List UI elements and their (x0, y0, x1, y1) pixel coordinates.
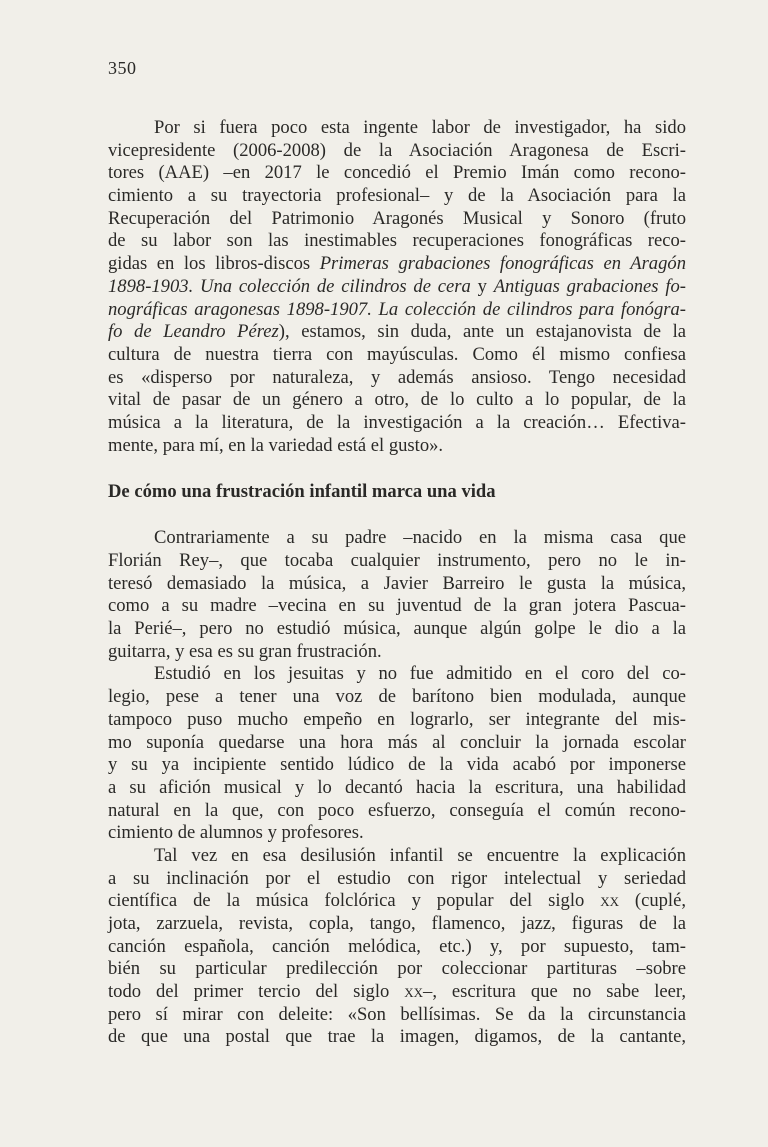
text-run: todo del primer tercio del siglo (108, 981, 405, 1003)
text-line: tampoco puso mucho empeño en lograrlo, ser integrante del mis- (108, 708, 686, 730)
text-line (108, 276, 686, 299)
text-line: vital de pasar de un género a otro, de lo culto a lo popular, de la (108, 389, 686, 411)
text-line: música a la literatura, de la investigación a la creación… Efectiva- (108, 411, 686, 433)
text-line: cultura de nuestra tierra con mayúsculas. Como él mismo confiesa (108, 343, 686, 365)
text-line (108, 321, 686, 344)
text-line: jota, zarzuela, revista, copla, tango, flamenco, jazz, figuras de la (108, 913, 686, 934)
text-line: la Perié–, pero no estudió música, aunque algún golpe le dio a la (108, 618, 686, 640)
text-line: cimiento a su trayectoria profesional– y de la Asociación para la (108, 185, 686, 207)
text-line: a su inclinación por el estudio con rigor intelectual y seriedad (108, 867, 686, 889)
book-title: Primeras grabaciones fonográficas en Aragón (319, 253, 686, 275)
paragraph-3 (108, 663, 686, 845)
paragraph-1 (108, 117, 686, 457)
text-line (108, 299, 686, 322)
text-line: mente, para mí, en la variedad está el gusto». (108, 434, 444, 456)
text-run: –, escritura que no sabe leer, (423, 981, 686, 1003)
text-line (108, 981, 686, 1004)
text-line: pero sí mirar con deleite: «Son bellísimas. Se da la circunstancia (108, 1003, 686, 1025)
paragraph-2 (108, 527, 686, 663)
text-run: y (470, 275, 494, 297)
text-line: guitarra, y esa es su gran frustración. (108, 640, 382, 662)
text-line: Por si fuera poco esta ingente labor de investigador, ha sido (154, 117, 686, 138)
text-line: a su afición musical y lo decantó hacia la escritura, una habilidad (108, 776, 686, 798)
book-title: 1898-1903. Una colección de cilindros de cera (108, 275, 471, 297)
text-line: legio, pese a tener una voz de barítono bien modulada, aunque (108, 686, 686, 708)
text-run: científica de la música folclórica y popular del siglo (108, 890, 601, 912)
text-line: vicepresidente (2006-2008) de la Asociación Aragonesa de Escri- (108, 139, 686, 161)
text-line: bién su particular predilección por coleccionar partituras –sobre (108, 958, 686, 980)
text-line (108, 890, 686, 913)
text-line (108, 253, 686, 276)
text-run: gidas en los libros-discos (108, 253, 320, 275)
text-line: Estudió en los jesuitas y no fue admitido en el coro del co- (154, 663, 686, 685)
text-line: mo suponía quedarse una hora más al concluir la jornada escolar (108, 731, 686, 753)
text-line: y su ya incipiente sentido lúdico de la vida acabó por imponerse (108, 754, 686, 776)
page-number: 350 (108, 58, 137, 78)
text-line: Contrariamente a su padre –nacido en la misma casa que (154, 527, 686, 549)
text-line: natural en la que, con poco esfuerzo, conseguía el común recono- (108, 799, 686, 821)
century-numeral: xx (404, 981, 424, 1003)
text-line: cimiento de alumnos y profesores. (108, 822, 364, 844)
book-title: nográficas aragonesas 1898-1907. La colección de cilindros para fonógra- (108, 298, 686, 320)
text-line: teresó demasiado la música, a Javier Barreiro le gusta la música, (108, 572, 686, 594)
century-numeral: xx (600, 890, 619, 912)
text-line: de su labor son las inestimables recuperaciones fonográficas reco- (108, 230, 686, 252)
body-text (108, 117, 686, 1049)
text-line: canción española, canción melódica, etc.) y, por supuesto, tam- (108, 935, 686, 957)
text-run: (cuplé, (618, 890, 686, 912)
text-line: de que una postal que trae la imagen, digamos, de la cantante, (108, 1026, 686, 1048)
section-heading: De cómo una frustración infantil marca una vida (108, 481, 496, 503)
book-title: fo de Leandro Pérez (108, 321, 279, 343)
text-line: es «disperso por naturaleza, y además ansioso. Tengo necesidad (108, 366, 686, 388)
paragraph-4 (108, 845, 686, 1049)
text-line: Florián Rey–, que tocaba cualquier instrumento, pero no le in- (108, 550, 686, 571)
book-title: Antiguas grabaciones fo- (493, 275, 686, 297)
text-line: tores (AAE) –en 2017 le concedió el Premio Imán como recono- (108, 162, 686, 184)
text-line: como a su madre –vecina en su juventud de la gran jotera Pascua- (108, 595, 686, 617)
text-line: Tal vez en esa desilusión infantil se encuentre la explicación (154, 844, 686, 866)
text-run: ), estamos, sin duda, ante un estajanovista de la (278, 321, 686, 343)
text-line: Recuperación del Patrimonio Aragonés Musical y Sonoro (fruto (108, 207, 686, 229)
